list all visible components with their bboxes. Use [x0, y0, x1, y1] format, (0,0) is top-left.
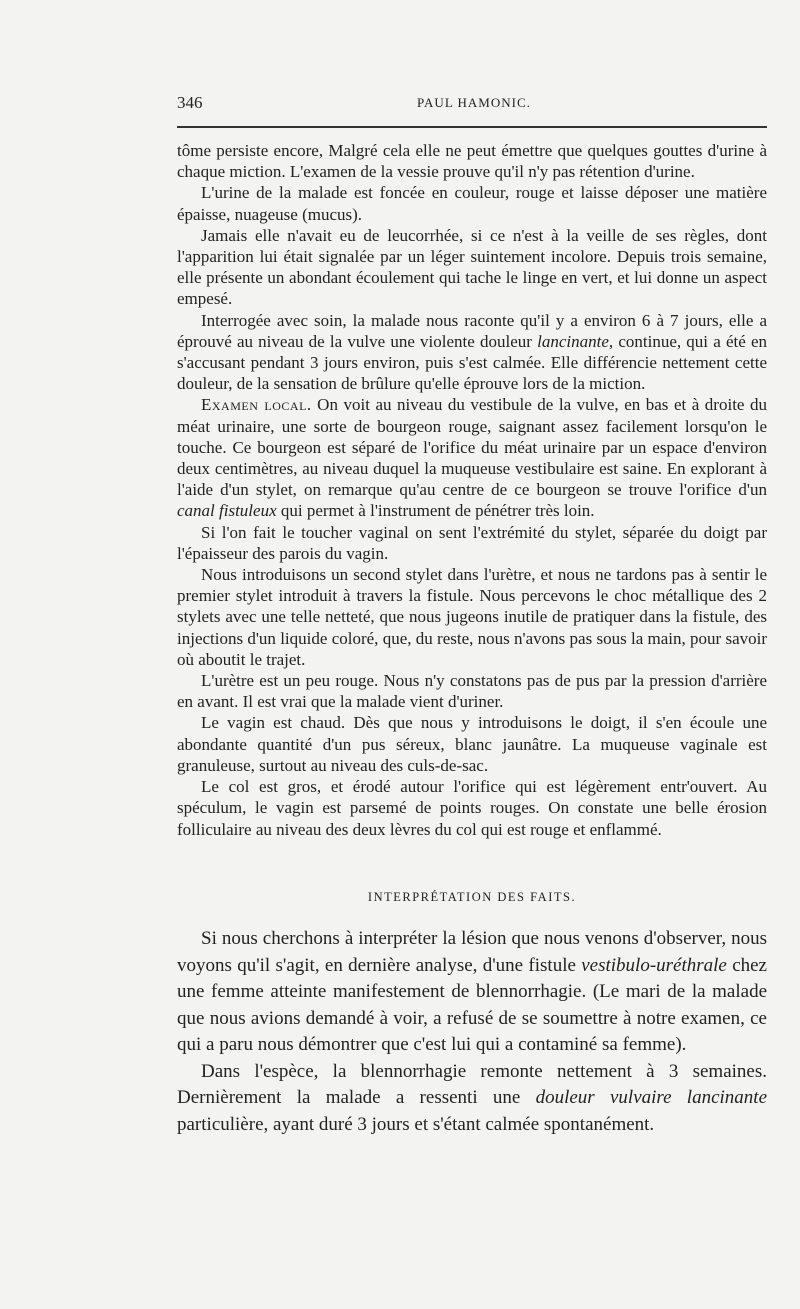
paragraph [177, 394, 767, 521]
emphasis: lancinante [537, 331, 609, 351]
paragraph: tôme persiste encore, Malgré cela elle ne peut émettre que quelques gouttes d'urine à chaque miction. L'examen de la vessie prouve qu'il n'y pas rétention d'urine. [177, 141, 767, 182]
page-header [177, 93, 767, 117]
emphasis: vestibulo-uréthrale [581, 954, 727, 976]
text-run: chez une femme atteinte manifestement de blennorrhagie. (Le mari de la malade que nous avions demandé à voir, a refusé de se soumettre à notre examen, ce qui a paru nous démontrer que c'est lui qui a contaminé sa femme). [177, 954, 767, 1055]
paragraph: L'urètre est un peu rouge. Nous n'y constatons pas de pus par la pression d'arrière en avant. Il est vrai que la malade vient d'uriner. [177, 671, 767, 712]
paragraph: Le col est gros, et érodé autour l'orifice qui est légèrement entr'ouvert. Au spéculum, le vagin est parsemé de points rouges. On constate une belle érosion folliculaire au niveau des deux lèvres du col qui est rouge et enflammé. [177, 777, 767, 839]
text-run: qui permet à l'instrument de pénétrer très loin. [276, 501, 595, 521]
text-run: On voit au niveau du vestibule de la vulve, en bas et à droite du méat urinaire, une sorte de bourgeon rouge, saignant assez facilement lorsqu'on le touche. Ce bourgeon est séparé de l'orifice du méat urinaire par un espace d'environ deux centimètres, au niveau duquel la muqueuse vestibulaire est saine. En explorant à l'aide d'un stylet, on remarque qu'au centre de ce bourgeon se trouve l'orifice d'un [177, 395, 767, 500]
text-run: Dans l'espèce, la blennorrhagie remonte nettement à 3 semaines. Dernièrement la malade a ressenti une [177, 1060, 767, 1108]
header-rule [177, 126, 767, 128]
text-run: Interrogée avec soin, la malade nous raconte qu'il y a environ 6 à 7 jours, elle a éprouvé au niveau de la vulve une violente douleur [177, 310, 767, 351]
page-number: 346 [177, 93, 203, 112]
paragraph: Nous introduisons un second stylet dans l'urètre, et nous ne tardons pas à sentir le premier stylet introduit à travers la fistule. Nous percevons le choc métallique des 2 stylets avec une telle netteté, que nous jugeons inutile de pratiquer dans la fistule, des injections d'un liquide coloré, que, du reste, nous n'avons pas sous la main, pour savoir où aboutit le trajet. [177, 565, 767, 669]
paragraph [177, 310, 767, 395]
lead-in: Examen local. [201, 395, 312, 415]
section-title: INTERPRÉTATION DES FAITS. [367, 890, 577, 904]
text-run: Si nous cherchons à interpréter la lésion que nous venons d'observer, nous voyons qu'il s'agit, en dernière analyse, d'une fistule [177, 928, 767, 976]
paragraph [177, 1059, 767, 1139]
emphasis: canal fistuleux [177, 501, 277, 521]
paragraph: L'urine de la malade est foncée en couleur, rouge et laisse déposer une matière épaisse, nuageuse (mucus). [177, 183, 767, 224]
text-run: , continue, qui a été en s'accusant pendant 3 jours environ, puis s'est calmée. Elle différencie nettement cette douleur, de la sensation de brûlure qu'elle éprouve lors de la miction. [177, 331, 767, 394]
paragraph: Si l'on fait le toucher vaginal on sent l'extrémité du stylet, séparée du doigt par l'épaisseur des parois du vagin. [177, 522, 767, 563]
emphasis: douleur vulvaire lancinante [535, 1087, 768, 1108]
paragraph: Jamais elle n'avait eu de leucorrhée, si ce n'est à la veille de ses règles, dont l'apparition lui était signalée par un léger suintement incolore. Depuis trois semaine, elle présente un abondant écoulement qui tache le linge en vert, et lui donne un aspect empesé. [177, 225, 767, 309]
observation-text [177, 140, 767, 840]
paragraph [177, 926, 767, 1059]
interpretation-text [177, 926, 767, 1138]
text-run: particulière, ayant duré 3 jours et s'étant calmée spontanément. [177, 1113, 655, 1135]
running-title: PAUL HAMONIC. [417, 95, 531, 110]
paragraph: Le vagin est chaud. Dès que nous y introduisons le doigt, il s'en écoule une abondante quantité d'un pus séreux, blanc jaunâtre. La muqueuse vaginale est granuleuse, surtout au niveau des culs-de-sac. [177, 713, 767, 775]
